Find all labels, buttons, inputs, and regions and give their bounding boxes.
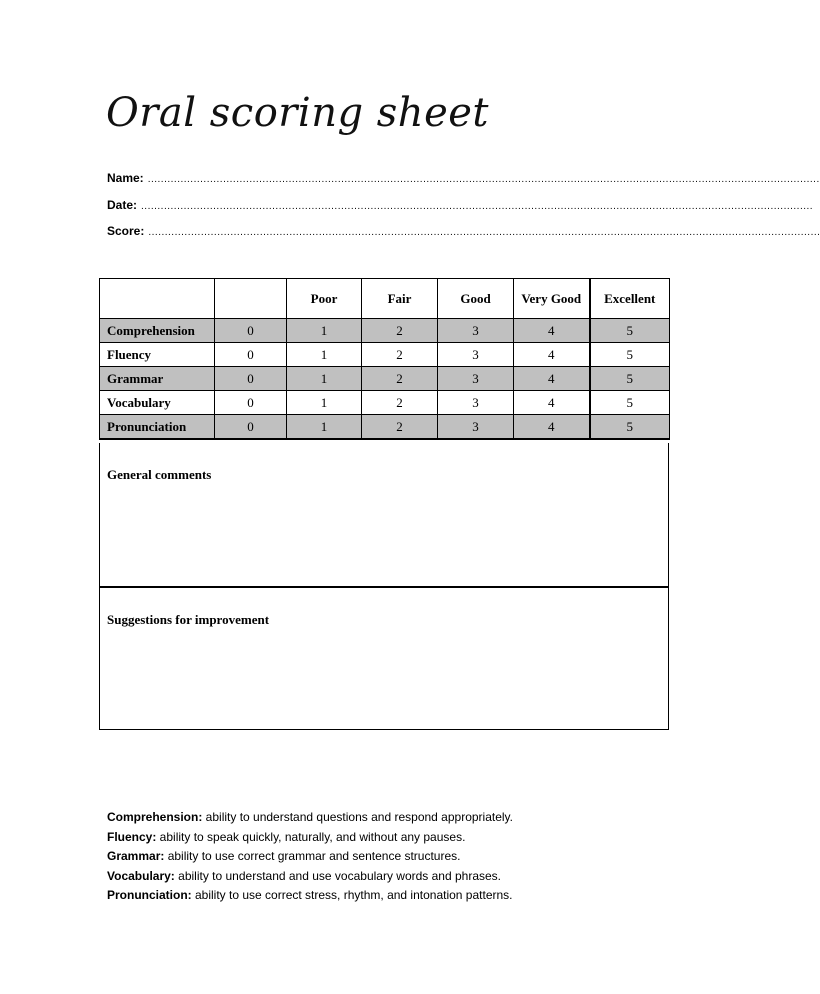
score-cell[interactable]: 4	[514, 415, 590, 440]
table-header-row	[100, 279, 670, 319]
score-cell[interactable]: 4	[514, 391, 590, 415]
row-category: Grammar	[100, 367, 215, 391]
score-cell[interactable]: 5	[590, 367, 670, 391]
definition-term: Comprehension:	[107, 810, 203, 824]
score-cell[interactable]: 3	[438, 415, 514, 440]
table-row	[100, 391, 670, 415]
date-label: Date:	[107, 198, 138, 212]
definition-term: Fluency:	[107, 829, 157, 844]
score-cell[interactable]: 5	[590, 415, 670, 440]
row-category: Vocabulary	[100, 391, 215, 415]
date-field[interactable]	[107, 198, 814, 212]
definition-text: ability to understand questions and respond appropriately.	[202, 810, 513, 824]
score-cell[interactable]: 4	[514, 343, 590, 367]
score-label: Score:	[107, 224, 145, 238]
date-line: .............................................................................................................................................................................................................	[141, 201, 814, 212]
score-line: .............................................................................................................................................................................................................	[148, 227, 820, 238]
score-cell[interactable]: 1	[287, 415, 362, 440]
suggestions-title: Suggestions for improvement	[107, 612, 270, 627]
table-row	[100, 367, 670, 391]
table-row	[100, 319, 670, 343]
score-cell[interactable]: 5	[590, 391, 670, 415]
score-cell[interactable]: 2	[362, 415, 438, 440]
score-cell[interactable]: 2	[362, 319, 438, 343]
name-line: .............................................................................................................................................................................................................	[147, 174, 820, 185]
score-cell[interactable]: 0	[215, 343, 287, 367]
definition-item	[107, 867, 513, 887]
page-title: Oral scoring sheet	[106, 90, 489, 136]
score-cell[interactable]: 0	[215, 367, 287, 391]
definition-text: ability to speak quickly, naturally, and without any pauses.	[156, 829, 466, 844]
score-cell[interactable]: 1	[287, 391, 362, 415]
definition-term: Pronunciation:	[107, 888, 192, 902]
definition-item	[107, 808, 513, 828]
definition-item	[107, 886, 513, 906]
score-cell[interactable]: 3	[438, 391, 514, 415]
score-cell[interactable]: 0	[215, 415, 287, 440]
score-cell[interactable]: 1	[287, 319, 362, 343]
score-cell[interactable]: 0	[215, 391, 287, 415]
row-category: Pronunciation	[100, 415, 215, 440]
definitions-list	[107, 808, 513, 906]
general-comments-box[interactable]	[99, 443, 669, 588]
score-cell[interactable]: 2	[362, 367, 438, 391]
score-cell[interactable]: 4	[514, 319, 590, 343]
score-cell[interactable]: 2	[362, 391, 438, 415]
score-cell[interactable]: 3	[438, 343, 514, 367]
table-row	[100, 343, 670, 367]
definition-text: ability to understand and use vocabulary words and phrases.	[174, 868, 502, 883]
score-cell[interactable]: 5	[590, 319, 670, 343]
header-blank-category	[100, 279, 215, 319]
header-poor: Poor	[287, 279, 362, 319]
definition-text: ability to use correct stress, rhythm, and intonation patterns.	[191, 888, 513, 902]
score-cell[interactable]: 2	[362, 343, 438, 367]
definition-term: Grammar:	[107, 849, 165, 863]
score-field[interactable]	[107, 224, 820, 238]
header-fair: Fair	[362, 279, 438, 319]
score-cell[interactable]: 1	[287, 367, 362, 391]
header-good: Good	[438, 279, 514, 319]
definition-item	[107, 847, 513, 867]
name-field[interactable]	[107, 171, 820, 185]
scoring-table	[99, 278, 670, 440]
definition-text: ability to use correct grammar and sentence structures.	[164, 849, 461, 863]
header-blank-zero	[215, 279, 287, 319]
general-comments-title: General comments	[107, 467, 212, 482]
header-very-good: Very Good	[514, 279, 590, 319]
suggestions-box[interactable]	[99, 588, 669, 730]
score-cell[interactable]: 5	[590, 343, 670, 367]
score-cell[interactable]: 4	[514, 367, 590, 391]
row-category: Fluency	[100, 343, 215, 367]
name-label: Name:	[107, 171, 144, 185]
header-excellent: Excellent	[590, 279, 670, 319]
score-cell[interactable]: 0	[215, 319, 287, 343]
score-cell[interactable]: 3	[438, 367, 514, 391]
table-row	[100, 415, 670, 440]
score-cell[interactable]: 1	[287, 343, 362, 367]
score-cell[interactable]: 3	[438, 319, 514, 343]
definition-item	[107, 828, 513, 848]
definition-term: Vocabulary:	[107, 868, 175, 883]
row-category: Comprehension	[100, 319, 215, 343]
